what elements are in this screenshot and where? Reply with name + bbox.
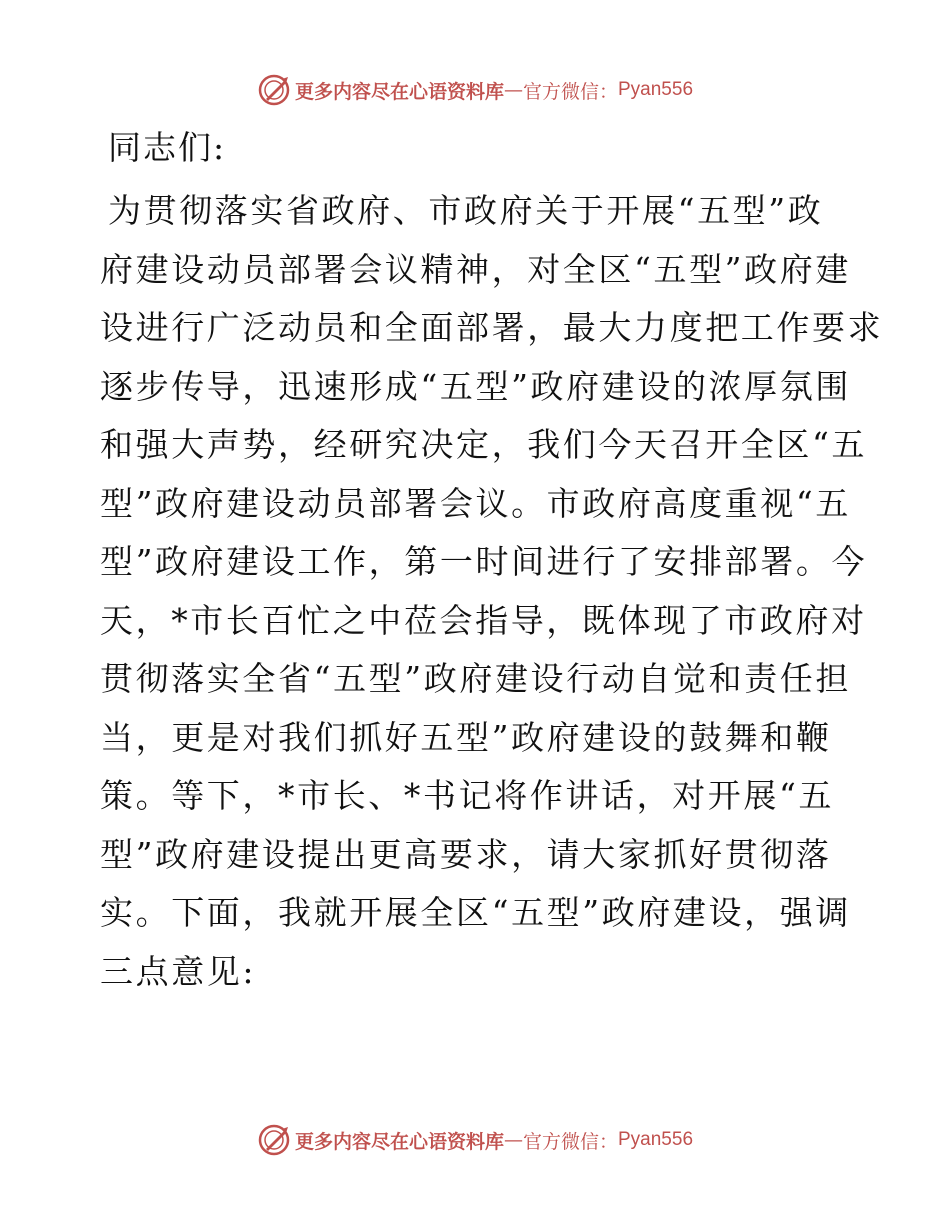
document-body xyxy=(100,120,884,1001)
paragraph-line: 策。等下，*市长、*书记将作讲话，对开展“五 xyxy=(100,776,835,815)
footer-watermark xyxy=(0,1120,950,1160)
paragraph-line: 当，更是对我们抓好五型”政府建设的鼓舞和鞭 xyxy=(100,717,832,757)
watermark-account-text: Pyan556 xyxy=(618,1129,694,1150)
paragraph-line: 型”政府建设动员部署会议。市政府高度重视“五 xyxy=(100,483,851,523)
paragraph-line: 天，*市长百忙之中莅会指导，既体现了市政府对 xyxy=(100,600,867,640)
paragraph-line: 设进行广泛动员和全面部署，最大力度把工作要求 xyxy=(100,308,884,347)
watermark-brand-text: 更多内容尽在心语资料库 xyxy=(294,80,504,103)
body-paragraph xyxy=(100,182,884,1001)
paragraph-line: 三点意见: xyxy=(100,951,257,991)
salutation: 同志们: xyxy=(108,128,227,167)
paragraph-line: 型”政府建设工作，第一时间进行了安排部署。今 xyxy=(100,542,868,581)
paragraph-line: 为贯彻落实省政府、市政府关于开展“五型”政 xyxy=(108,191,824,230)
header-watermark xyxy=(0,70,950,110)
paragraph-line: 逐步传导，迅速形成“五型”政府建设的浓厚氛围 xyxy=(100,366,851,406)
paragraph-line: 型”政府建设提出更高要求，请大家抓好贯彻落 xyxy=(100,834,832,874)
watermark-channel-text: 官方微信： xyxy=(522,1130,618,1153)
watermark-separator: — xyxy=(503,1129,523,1151)
watermark-account-text: Pyan556 xyxy=(618,79,694,100)
watermark-channel-text: 官方微信： xyxy=(522,80,618,103)
paragraph-line: 实。下面，我就开展全区“五型”政府建设，强调 xyxy=(100,893,851,932)
brand-logo-icon xyxy=(257,1123,291,1157)
watermark-brand-text: 更多内容尽在心语资料库 xyxy=(294,1130,504,1153)
paragraph-line: 和强大声势，经研究决定，我们今天召开全区“五 xyxy=(100,425,868,464)
brand-logo-icon xyxy=(257,73,291,107)
paragraph-line: 贯彻落实全省“五型”政府建设行动自觉和责任担 xyxy=(100,659,851,698)
watermark-separator: — xyxy=(503,79,523,101)
paragraph-line: 府建设动员部署会议精神，对全区“五型”政府建 xyxy=(100,249,851,289)
